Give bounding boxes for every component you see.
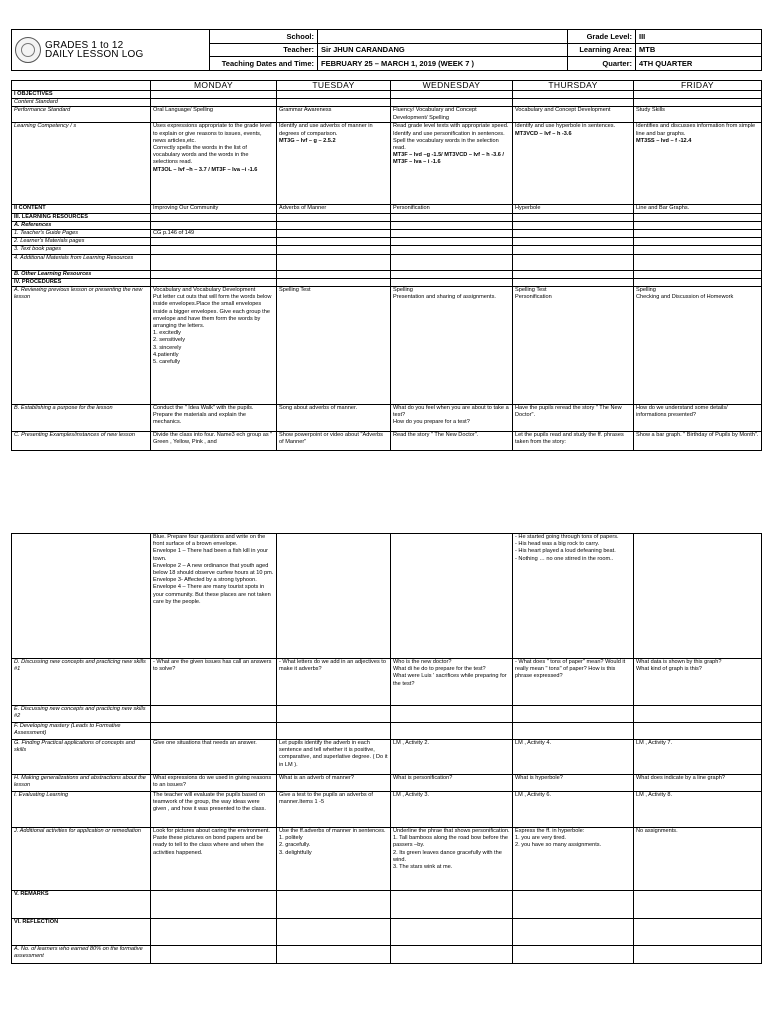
evaluate-tue: Give a test to the pupils an adverbs of manner.Items 1 -5: [277, 792, 391, 828]
day-header-wednesday: WEDNESDAY: [391, 81, 513, 91]
additional-fri: No assignments.: [634, 828, 762, 891]
content-standard-label: Content Standard: [12, 99, 151, 107]
examples-cont-mon: Blue. Prepare four questions and write on the front surface of a brown envelope. Envelope 1 – There had been a fish kill in your town. Envelope 2 – A new ordinance that youth aged below 18 should observe curfew hours at 10 pm. Envelope 3- Affected by a strong typhoon. Envelope 4 – There are many tourist spots in your community. But these places are not taken care by the people.: [151, 534, 277, 659]
reviewing-wed: Spelling Presentation and sharing of assignments.: [391, 287, 513, 405]
generalize-fri: What does indicate by a line graph?: [634, 775, 762, 792]
day-header-empty: [12, 81, 151, 91]
generalize-wed: What is personification?: [391, 775, 513, 792]
competency-code: MT3VCD – Ivf – h -3.6: [515, 130, 572, 137]
day-header-tuesday: TUESDAY: [277, 81, 391, 91]
additional-wed: Underline the phrae that shows personification. 1. Tall bamboos along the road bow before the passers –by. 2. Its green leaves dance gracefully with the wind. 3. The stars wink at me.: [391, 828, 513, 891]
teachers-guide-mon: CG p.146 of 149: [151, 230, 277, 238]
header-title-line1: GRADES 1 to 12: [45, 40, 124, 51]
remarks-heading: V. REMARKS: [12, 891, 151, 919]
discuss1-wed: Who is the new doctor? What di he do to prepare for the test? What were Luis ' sacrifices while preparing for the test?: [391, 659, 513, 706]
performance-standard-mon: Oral Language/ Spelling: [151, 107, 277, 123]
teaching-dates-label: Teaching Dates and Time:: [210, 57, 318, 71]
practical-applications-label: G. Finding Practical applications of concepts and skills: [12, 740, 151, 775]
evaluate-wed: LM , Activity 3.: [391, 792, 513, 828]
teacher-label: Teacher:: [210, 43, 318, 57]
teacher-value: Sir JHUN CARANDANG: [318, 43, 568, 57]
learners-80-label: A. No. of learners who earned 80% on the formative assessment: [12, 946, 151, 964]
reviewing-fri: Spelling Checking and Discussion of Homework: [634, 287, 762, 405]
establishing-purpose-label: B. Establishing a purpose for the lesson: [12, 405, 151, 432]
learning-area-value: MTB: [636, 43, 762, 57]
additional-tue: Use the ff.adverbs of manner in sentences. 1. politely 2. gracefully. 3. delightfully: [277, 828, 391, 891]
performance-standard-tue: Grammar Awareness: [277, 107, 391, 123]
day-header-thursday: THURSDAY: [513, 81, 634, 91]
purpose-wed: What do you feel when you are about to take a test? How do you prepare for a test?: [391, 405, 513, 432]
reflection-heading: VI. REFLECTION: [12, 919, 151, 946]
reviewing-lesson-label: A. Reviewing previous lesson or presenting the new lesson: [12, 287, 151, 405]
learners-materials-label: 2. Learner's Materials pages: [12, 238, 151, 246]
day-header-monday: MONDAY: [151, 81, 277, 91]
learning-area-label: Learning Area:: [568, 43, 636, 57]
examples-thu: Let the pupils read and study the ff. phrases taken from the story:: [513, 432, 634, 451]
generalize-thu: What is hyperbole?: [513, 775, 634, 792]
competency-mon: Uses expressions appropriate to the grade level to explain or give reasons to issues, events, news articles,etc. Correctly spells the words in the list of vocabulary words and the words in the selections read. MT3OL – Ivf –h – 3.7 / MT3F – Iva –i -1.6: [151, 123, 277, 205]
generalize-mon: What expressions do we used in giving reasons to an issues?: [151, 775, 277, 792]
quarter-label: Quarter:: [568, 57, 636, 71]
purpose-thu: Have the pupils reread the story " The New Doctor".: [513, 405, 634, 432]
developing-mastery-label: F. Developing mastery (Leads to Formative Assessment): [12, 723, 151, 740]
examples-tue: Show powerpoint or video about "Adverbs of Manner": [277, 432, 391, 451]
generalizations-label: H. Making generalizations and abstractions about the lesson: [12, 775, 151, 792]
teachers-guide-label: 1. Teacher's Guide Pages: [12, 230, 151, 238]
day-header-friday: FRIDAY: [634, 81, 762, 91]
generalize-tue: What is an adverb of manner?: [277, 775, 391, 792]
school-label: School:: [210, 30, 318, 44]
practical-thu: LM , Activity 4.: [513, 740, 634, 775]
learning-competency-label: Learning Competency / s: [12, 123, 151, 205]
additional-mon: Look for pictures about caring the environment. Paste these pictures on bond papers and be ready to tell to the class where and when the activities happened.: [151, 828, 277, 891]
other-resources-heading: B. Other Learning Resources: [12, 270, 151, 278]
purpose-fri: How do we understand some details/ informations presented?: [634, 405, 762, 432]
procedures-heading: IV. PROCEDURES: [12, 278, 151, 286]
additional-materials-label: 4. Additional Materials from Learning Resources: [12, 254, 151, 270]
content-fri: Line and Bar Graphs.: [634, 205, 762, 213]
performance-standard-wed: Fluency/ Vocabulary and Concept Development/ Spelling: [391, 107, 513, 123]
lesson-log-table-page1: [11, 80, 762, 451]
performance-standard-fri: Study Skills: [634, 107, 762, 123]
purpose-tue: Song about adverbs of manner.: [277, 405, 391, 432]
discuss1-thu: - What does " tons of paper" mean? Would it really mean " tons" of paper? How is this phrase expressed?: [513, 659, 634, 706]
content-tue: Adverbs of Manner: [277, 205, 391, 213]
teaching-dates-value: FEBRUARY 25 – MARCH 1, 2019 (WEEK 7 ): [318, 57, 568, 71]
practical-tue: Let pupils identify the adverb in each sentence and tell whether it is positive, comparative, and superlative degree. ( Do it in LM ).: [277, 740, 391, 775]
evaluate-thu: LM , Activity 6.: [513, 792, 634, 828]
lesson-log-header: [11, 29, 761, 71]
competency-code: MT3F – Ivd –g -1.5/ MT3VCD – Ivf – h -3.6 / MT3F – Iva – i -1.6: [393, 152, 504, 166]
discuss1-tue: - What letters do we add in an adjectives to make it adverbs?: [277, 659, 391, 706]
discussing-concepts-2-label: E. Discussing new concepts and practicing new skills #2: [12, 706, 151, 723]
reviewing-mon: Vocabulary and Vocabulary Development Put letter cut outs that will form the words below inside envelopes.Place the small envelopes inside a bigger envelopes. Give each group the envelope and have them form the words by arranging the letters. 1. excitedly 2. sensitively 3. sincerely 4.patiently 5. carefully: [151, 287, 277, 405]
purpose-mon: Conduct the " Idea Walk" with the pupils. Prepare the materials and explain the mechanics.: [151, 405, 277, 432]
competency-tue: Identify and use adverbs of manner in degrees of comparison. MT3G – Ivf – g – 2.5.2: [277, 123, 391, 205]
learning-resources-heading: III. LEARNING RESOURCES: [12, 213, 151, 221]
content-heading: II CONTENT: [12, 205, 151, 213]
additional-activities-label: J. Additional activities for application or remediation: [12, 828, 151, 891]
textbook-pages-label: 3. Text book pages: [12, 246, 151, 254]
competency-wed: Read grade level texts with appropriate speed. Identify and use personification in sentences. Spell the vocabulary words in the selection read. MT3F – Ivd –g -1.5/ MT3VCD – Ivf – h -3.6 / MT3F – Iva – i -1.6: [391, 123, 513, 205]
content-thu: Hyperbole: [513, 205, 634, 213]
presenting-examples-label: C. Presenting Examples/instances of new lesson: [12, 432, 151, 451]
objectives-heading: I OBJECTIVES: [12, 91, 151, 99]
practical-wed: LM , Activity 2.: [391, 740, 513, 775]
reviewing-tue: Spelling Test: [277, 287, 391, 405]
header-title-line2: DAILY LESSON LOG: [45, 49, 144, 60]
examples-wed: Read the story " The New Doctor".: [391, 432, 513, 451]
examples-cont-thu: - He started going through tons of papers. - His head was a big rock to carry. - His heart played a loud defeaning beat. - Nothing … no one stirred in the room..: [513, 534, 634, 659]
content-wed: Personification: [391, 205, 513, 213]
deped-seal-icon: [15, 37, 41, 63]
discuss1-fri: What data is shown by this graph? What kind of graph is this?: [634, 659, 762, 706]
performance-standard-thu: Vocabulary and Concept Development: [513, 107, 634, 123]
reviewing-thu: Spelling Test Personification: [513, 287, 634, 405]
content-mon: Improving Our Community: [151, 205, 277, 213]
examples-mon: Divide the class into four. Name3 ech group as " Green , Yellow, Pink , and: [151, 432, 277, 451]
lesson-log-table-page2: [11, 533, 762, 964]
practical-mon: Give one situations that needs an answer.: [151, 740, 277, 775]
school-value: [318, 30, 568, 44]
examples-fri: Show a bar graph. " Birthday of Pupils by Month".: [634, 432, 762, 451]
grade-level-value: III: [636, 30, 762, 44]
header-title-block: [12, 30, 210, 71]
grade-level-label: Grade Level:: [568, 30, 636, 44]
discuss1-mon: - What are the given issues has call an answers to solve?: [151, 659, 277, 706]
competency-fri: Identifies and discusses information from simple line and bar graphs. MT3SS – Ivd – f -12.4: [634, 123, 762, 205]
performance-standard-label: Performance Standard: [12, 107, 151, 123]
discussing-concepts-1-label: D. Discussing new concepts and practicing new skills #1: [12, 659, 151, 706]
evaluate-fri: LM , Activity 8.: [634, 792, 762, 828]
evaluating-learning-label: I. Evaluating Learning: [12, 792, 151, 828]
additional-thu: Express the ff. in hyperbole: 1. you are very tired. 2. you have so many assignments.: [513, 828, 634, 891]
references-heading: A. References: [12, 221, 151, 229]
competency-code: MT3OL – Ivf –h – 3.7 / MT3F – Iva –i -1.6: [153, 166, 258, 173]
competency-thu: Identify and use hyperbole in sentences. MT3VCD – Ivf – h -3.6: [513, 123, 634, 205]
competency-code: MT3G – Ivf – g – 2.5.2: [279, 137, 336, 144]
evaluate-mon: The teacher will evaluate the pupils based on teamwork of the group, the way ideas were given , and how it was presented to the class.: [151, 792, 277, 828]
quarter-value: 4TH QUARTER: [636, 57, 762, 71]
practical-fri: LM , Activity 7.: [634, 740, 762, 775]
competency-code: MT3SS – Ivd – f -12.4: [636, 137, 692, 144]
